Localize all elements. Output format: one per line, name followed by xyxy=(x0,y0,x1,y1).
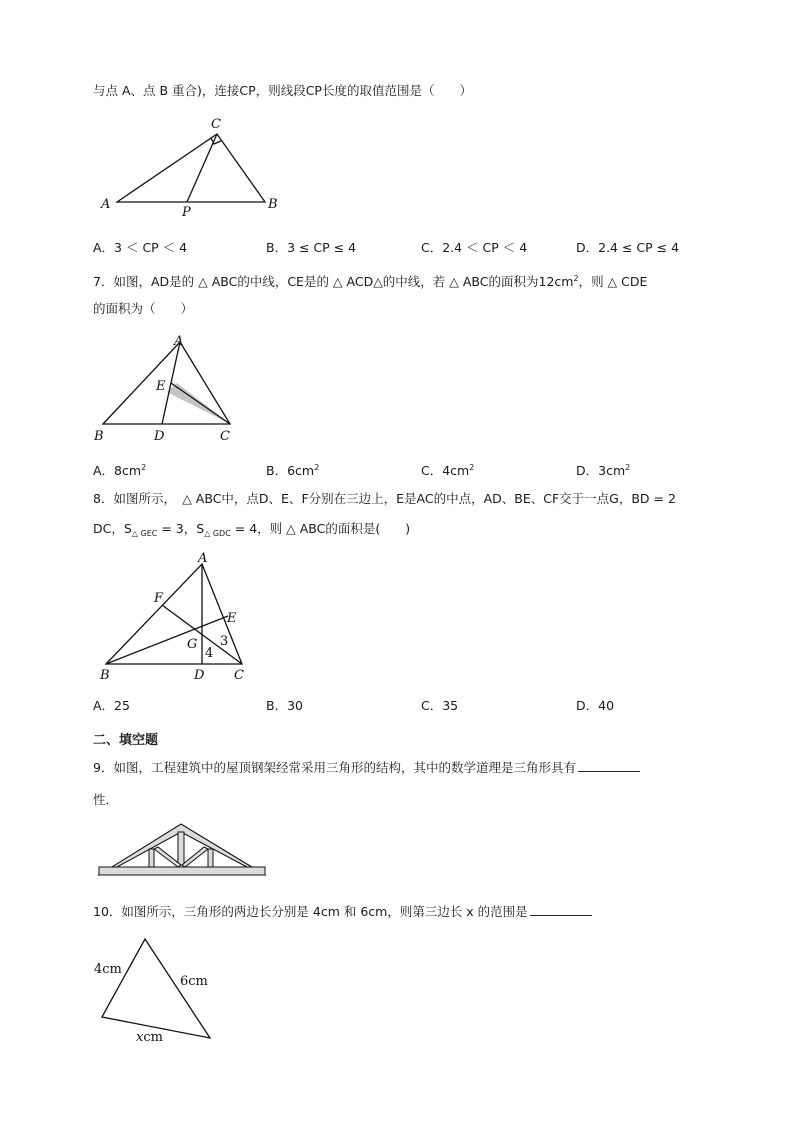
q9-truss-post-left xyxy=(149,849,154,867)
q8-stem-part2: = 3，S xyxy=(157,521,205,536)
q8-figure xyxy=(96,550,266,685)
q10-label-bottom-var: x xyxy=(136,1030,144,1045)
q8-option-c[interactable]: C．35 xyxy=(421,698,459,713)
q8-area-label-3: 3 xyxy=(220,634,229,649)
q7-label-d: D xyxy=(154,429,165,444)
q7-label-a: A xyxy=(174,334,184,349)
q8-stem-sub1: △ GEC xyxy=(131,529,158,538)
q8-stem-part3: = 4，则 △ ABC的面积是( ) xyxy=(230,521,411,536)
q8-option-b[interactable]: B．30 xyxy=(266,698,303,713)
q7-stem-line2: 的面积为（ ） xyxy=(93,301,194,316)
q7-option-b-sup: 2 xyxy=(314,463,320,472)
q10-label-left: 4cm xyxy=(94,962,122,977)
q7-option-a[interactable] xyxy=(93,459,146,480)
q8-stem-line1: 8．如图所示， △ ABC中，点D、E、F分别在三边上，E是AC的中点，AD、BE、CF交于一点G，BD = 2 xyxy=(93,491,676,506)
q6-option-b[interactable]: B．3 ≤ CP ≤ 4 xyxy=(266,240,357,255)
q6-option-a[interactable]: A．3 ＜ CP ＜ 4 xyxy=(93,240,188,255)
q8-option-d[interactable]: D．40 xyxy=(576,698,615,713)
q7-stem-sup: 2 xyxy=(573,274,579,283)
q6-option-d[interactable]: D．2.4 ≤ CP ≤ 4 xyxy=(576,240,680,255)
q7-option-a-sup: 2 xyxy=(141,463,147,472)
q7-label-b: B xyxy=(94,429,104,444)
q7-option-d-text: D．3cm xyxy=(576,463,626,479)
q8-label-e: E xyxy=(227,611,237,626)
q8-option-a[interactable]: A．25 xyxy=(93,698,130,713)
q7-label-e: E xyxy=(156,379,166,394)
q7-label-c: C xyxy=(220,429,230,444)
q10-label-right: 6cm xyxy=(180,974,208,989)
q8-label-c: C xyxy=(234,668,244,683)
q8-label-f: F xyxy=(154,591,164,606)
q7-option-b-text: B．6cm xyxy=(266,463,315,479)
q7-figure xyxy=(88,330,248,445)
q8-label-b: B xyxy=(100,668,110,683)
q10-label-bottom xyxy=(136,1030,163,1045)
q9-stem-line2: 性． xyxy=(93,792,119,807)
q6-stem: 与点 A、点 B 重合)，连接CP，则线段CP长度的取值范围是（ ） xyxy=(93,83,472,98)
q7-median-ce xyxy=(171,383,230,424)
section-title-fill-in: 二、填空题 xyxy=(93,733,159,748)
q8-stem-line2 xyxy=(93,520,410,543)
q7-option-a-text: A．8cm xyxy=(93,463,142,479)
q7-option-d[interactable] xyxy=(576,459,630,480)
q6-figure xyxy=(95,112,295,224)
q6-label-a: A xyxy=(101,197,111,212)
q6-option-c[interactable]: C．2.4 ＜ CP ＜ 4 xyxy=(421,240,528,255)
q10-answer-blank[interactable] xyxy=(530,903,592,916)
q7-stem-part1: 7．如图，AD是的 △ ABC的中线，CE是的 △ ACD△的中线，若 △ ABC的面积为12cm xyxy=(93,274,574,290)
q8-stem-sub2: △ GDC xyxy=(204,529,231,538)
q8-label-g: G xyxy=(187,637,198,652)
q7-option-b[interactable] xyxy=(266,459,319,480)
q8-stem-part1: DC，S xyxy=(93,521,132,536)
q10-stem-text: 10．如图所示，三角形的两边长分别是 4cm 和 6cm，则第三边长 x 的范围是 xyxy=(93,904,528,919)
q10-label-bottom-unit: cm xyxy=(143,1030,163,1045)
q9-truss-king-post xyxy=(178,832,184,867)
q8-label-a: A xyxy=(198,551,208,566)
q9-stem-text: 9．如图，工程建筑中的屋顶钢架经常采用三角形的结构，其中的数学道理是三角形具有 xyxy=(93,760,576,775)
q7-option-c-sup: 2 xyxy=(469,463,475,472)
q9-roof-truss-figure xyxy=(97,820,269,882)
q8-label-d: D xyxy=(194,668,205,683)
q9-stem xyxy=(93,759,640,777)
q7-stem xyxy=(93,270,647,291)
q6-label-c: C xyxy=(211,117,221,132)
q6-label-p: P xyxy=(182,205,191,220)
q10-figure xyxy=(90,935,230,1047)
q9-truss-post-right xyxy=(208,849,213,867)
q7-stem-part2: ，则 △ CDE xyxy=(578,274,648,290)
q9-truss-bottom-chord xyxy=(99,867,265,875)
q6-label-b: B xyxy=(268,197,278,212)
q7-option-c-text: C．4cm xyxy=(421,463,470,479)
q7-option-c[interactable] xyxy=(421,459,474,480)
q10-stem xyxy=(93,903,592,921)
q9-answer-blank[interactable] xyxy=(578,759,640,772)
q8-area-label-4: 4 xyxy=(205,646,214,661)
q7-option-d-sup: 2 xyxy=(625,463,631,472)
